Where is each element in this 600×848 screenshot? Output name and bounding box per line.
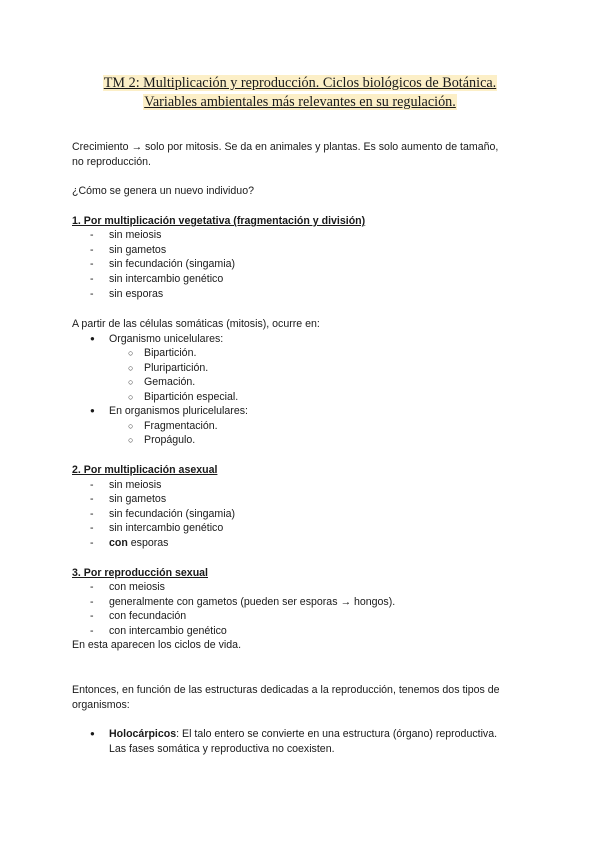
list-item: sin fecundación (singamia) bbox=[109, 508, 236, 520]
circle-bullet-icon: ○ bbox=[128, 392, 134, 402]
list-item: sin fecundación (singamia) bbox=[109, 258, 236, 270]
list-item: sin meiosis bbox=[109, 479, 162, 491]
term-text: Holocárpicos bbox=[109, 728, 177, 740]
circle-bullet-icon: ○ bbox=[128, 377, 134, 387]
title-line-2: Variables ambientales más relevantes en su regulación. bbox=[144, 94, 456, 110]
list-item: con fecundación bbox=[109, 610, 187, 622]
emphasis-text: con bbox=[109, 537, 128, 549]
list-item: Gemación. bbox=[144, 376, 196, 388]
list-item: con intercambio genético bbox=[109, 625, 227, 637]
bullet-icon: ● bbox=[90, 729, 95, 738]
dash-icon: - bbox=[90, 273, 94, 285]
list-item: Propágulo. bbox=[144, 434, 196, 446]
group2-label: En organismos pluricelulares: bbox=[109, 405, 248, 417]
bullet-icon: ● bbox=[90, 334, 95, 343]
intro-line-2: no reproducción. bbox=[72, 156, 151, 168]
dash-icon: - bbox=[90, 610, 94, 622]
circle-bullet-icon: ○ bbox=[128, 348, 134, 358]
bullet-icon: ● bbox=[90, 406, 95, 415]
circle-bullet-icon: ○ bbox=[128, 435, 134, 445]
section1-heading: 1. Por multiplicación vegetativa (fragmentación y división) bbox=[72, 215, 366, 227]
dash-icon: - bbox=[90, 229, 94, 241]
dash-icon: - bbox=[90, 596, 94, 608]
dash-icon: - bbox=[90, 258, 94, 270]
closing-line-1: Entonces, en función de las estructuras dedicadas a la reproducción, tenemos dos tipos de bbox=[72, 684, 500, 696]
list-item: Pluripartición. bbox=[144, 362, 209, 374]
list-item: sin intercambio genético bbox=[109, 522, 224, 534]
list-item: Bipartición. bbox=[144, 347, 197, 359]
dash-icon: - bbox=[90, 288, 94, 300]
section3-after: En esta aparecen los ciclos de vida. bbox=[72, 639, 242, 651]
section3-heading: 3. Por reproducción sexual bbox=[72, 567, 208, 579]
dash-icon: - bbox=[90, 508, 94, 520]
title-line-1: TM 2: Multiplicación y reproducción. Ciclos biológicos de Botánica. bbox=[103, 75, 497, 91]
intro-line-1: Crecimiento → solo por mitosis. Se da en animales y plantas. Es solo aumento de tamaño, bbox=[72, 141, 499, 153]
holocarpicos-item bbox=[109, 727, 497, 741]
closing-line-2: organismos: bbox=[72, 699, 130, 711]
list-item bbox=[109, 536, 168, 550]
circle-bullet-icon: ○ bbox=[128, 421, 134, 431]
dash-icon: - bbox=[90, 244, 94, 256]
dash-icon: - bbox=[90, 493, 94, 505]
list-item: generalmente con gametos (pueden ser esporas → hongos). bbox=[109, 596, 396, 608]
holocarpicos-line-2: Las fases somática y reproductiva no coexisten. bbox=[109, 743, 335, 755]
dash-icon: - bbox=[90, 522, 94, 534]
list-item: sin gametos bbox=[109, 244, 167, 256]
dash-icon: - bbox=[90, 537, 94, 549]
intro-question: ¿Cómo se genera un nuevo individuo? bbox=[72, 185, 254, 197]
section2-heading: 2. Por multiplicación asexual bbox=[72, 464, 218, 476]
list-item: sin meiosis bbox=[109, 229, 162, 241]
item-rest-text: esporas bbox=[127, 537, 169, 549]
group1-label: Organismo unicelulares: bbox=[109, 333, 224, 345]
list-item: con meiosis bbox=[109, 581, 165, 593]
list-item: sin intercambio genético bbox=[109, 273, 224, 285]
list-item: sin gametos bbox=[109, 493, 167, 505]
list-item: Fragmentación. bbox=[144, 420, 218, 432]
dash-icon: - bbox=[90, 479, 94, 491]
section1-lead: A partir de las células somáticas (mitosis), ocurre en: bbox=[72, 318, 320, 330]
list-item: sin esporas bbox=[109, 288, 164, 300]
list-item: Bipartición especial. bbox=[144, 391, 239, 403]
document-title bbox=[0, 74, 600, 112]
definition-text: : El talo entero se convierte en una estructura (órgano) reproductiva. bbox=[176, 728, 498, 740]
dash-icon: - bbox=[90, 581, 94, 593]
circle-bullet-icon: ○ bbox=[128, 363, 134, 373]
dash-icon: - bbox=[90, 625, 94, 637]
